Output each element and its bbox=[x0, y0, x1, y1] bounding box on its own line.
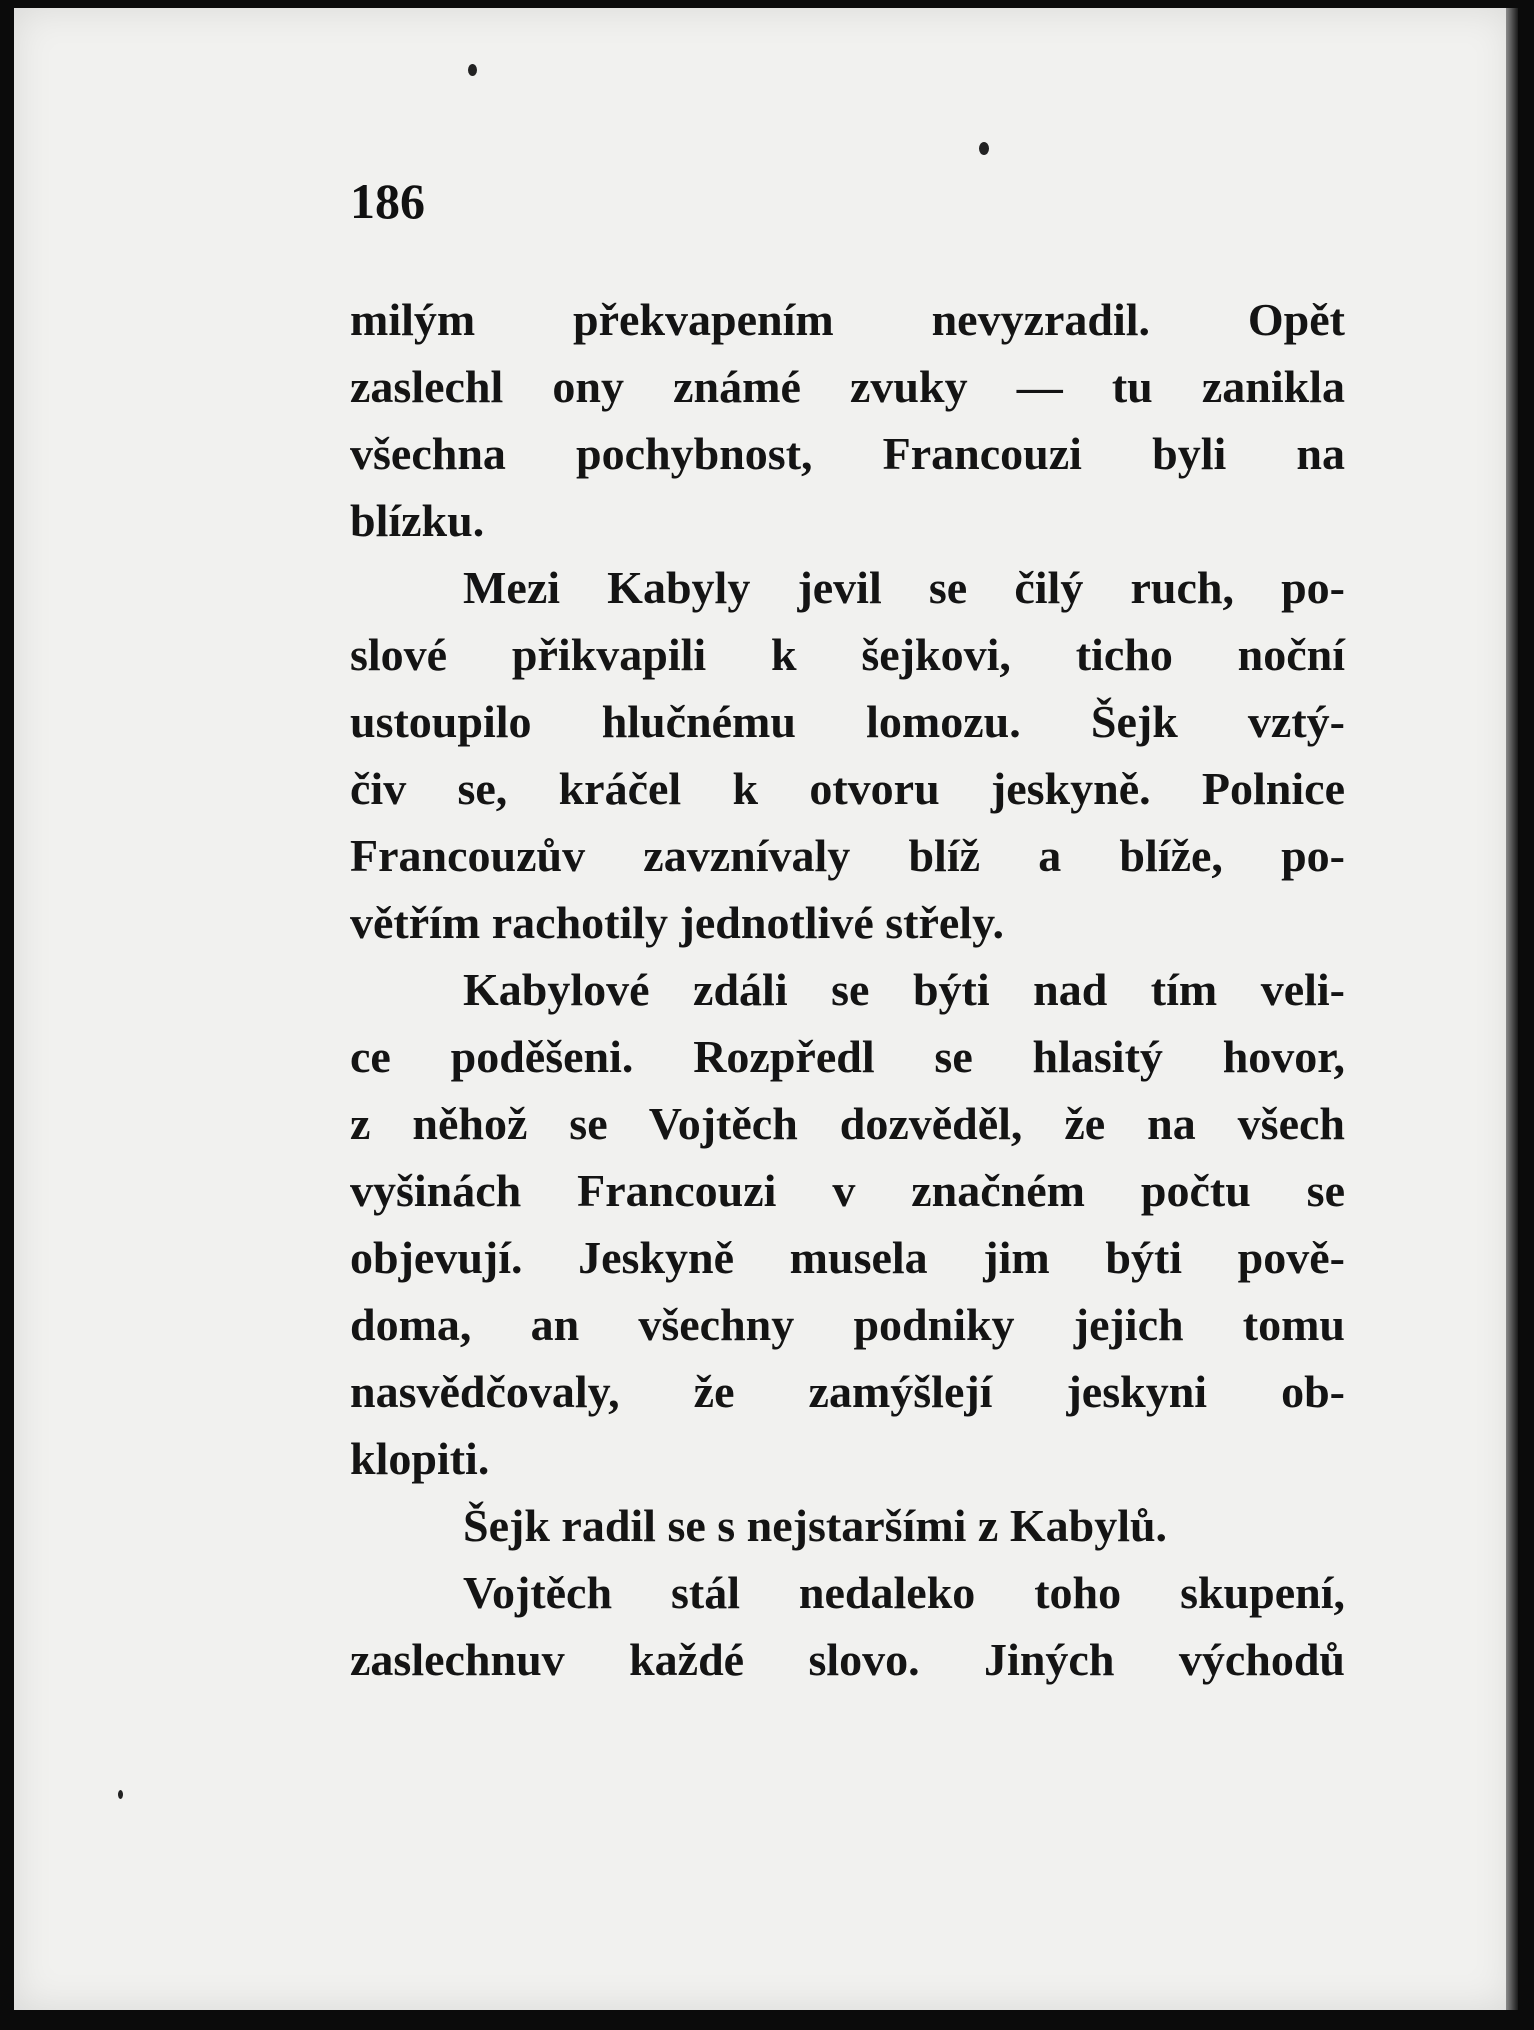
text-line: čiv se, kráčel k otvoru jeskyně. Polnice bbox=[350, 763, 1345, 814]
text-line: vyšinách Francouzi v značném počtu se bbox=[350, 1165, 1345, 1216]
text-line: Šejk radil se s nejstaršími z Kabylů. bbox=[463, 1500, 1168, 1551]
text-line: Francouzův zavznívaly blíž a blíže, po- bbox=[350, 830, 1345, 881]
text-line: milým překvapením nevyzradil. Opět bbox=[350, 294, 1345, 345]
page-body-text bbox=[350, 286, 1345, 1693]
ink-speck bbox=[468, 64, 477, 76]
page-number: 186 bbox=[350, 173, 425, 229]
ink-speck bbox=[118, 1790, 123, 1799]
text-line: slové přikvapili k šejkovi, ticho noční bbox=[350, 629, 1345, 680]
text-line: zaslechl ony známé zvuky — tu zanikla bbox=[350, 361, 1345, 412]
text-line: klopiti. bbox=[350, 1433, 490, 1484]
text-line: ustoupilo hlučnému lomozu. Šejk vztý- bbox=[350, 696, 1345, 747]
text-line: Mezi Kabyly jevil se čilý ruch, po- bbox=[463, 562, 1345, 613]
text-line: Kabylové zdáli se býti nad tím veli- bbox=[463, 964, 1345, 1015]
text-line: Vojtěch stál nedaleko toho skupení, bbox=[463, 1567, 1345, 1618]
text-line: ce poděšeni. Rozpředl se hlasitý hovor, bbox=[350, 1031, 1345, 1082]
text-line: blízku. bbox=[350, 495, 485, 546]
text-line: všechna pochybnost, Francouzi byli na bbox=[350, 428, 1345, 479]
page-edge-shadow bbox=[1506, 8, 1518, 2010]
text-line: objevují. Jeskyně musela jim býti pově- bbox=[350, 1232, 1345, 1283]
text-line: doma, an všechny podniky jejich tomu bbox=[350, 1299, 1345, 1350]
ink-speck bbox=[979, 142, 989, 155]
text-line: nasvědčovaly, že zamýšlejí jeskyni ob- bbox=[350, 1366, 1345, 1417]
text-line: z něhož se Vojtěch dozvěděl, že na všech bbox=[350, 1098, 1345, 1149]
text-line: zaslechnuv každé slovo. Jiných východů bbox=[350, 1634, 1345, 1685]
text-line: větřím rachotily jednotlivé střely. bbox=[350, 897, 1005, 948]
